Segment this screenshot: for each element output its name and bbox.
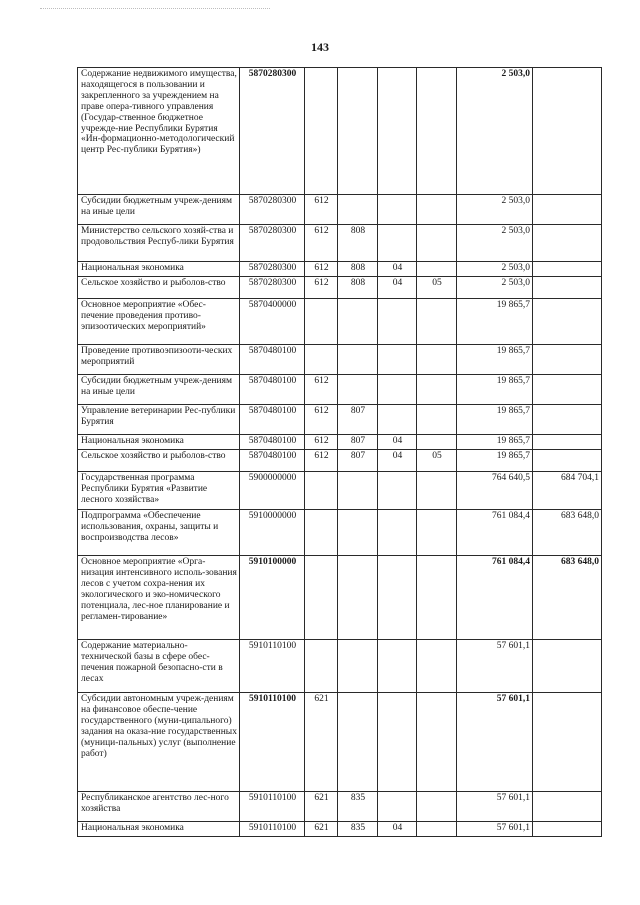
row-amount-2-cell: [533, 299, 602, 345]
table-row: [78, 640, 602, 693]
row-expense-type-cell: 621: [305, 792, 338, 822]
scan-edge-mark: [40, 8, 270, 10]
row-name-cell: Содержание материально-технической базы в сфере обес-печения пожарной безопасно-сти в лесах: [78, 640, 240, 693]
row-code-cell: 5870280300: [240, 68, 305, 195]
row-ministry-cell: 808: [338, 262, 378, 277]
row-code-cell: 5910100000: [240, 556, 305, 640]
row-code-cell: 5870280300: [240, 195, 305, 225]
row-amount-2-cell: [533, 195, 602, 225]
row-name-cell: Национальная экономика: [78, 262, 240, 277]
row-subsection-cell: [417, 640, 457, 693]
table-row: [78, 277, 602, 299]
row-expense-type-cell: [305, 640, 338, 693]
table-row: [78, 405, 602, 435]
row-amount-2-cell: [533, 375, 602, 405]
table-row: [78, 299, 602, 345]
table-row: [78, 375, 602, 405]
row-name-cell: Субсидии бюджетным учреж-дениям на иные цели: [78, 375, 240, 405]
row-amount-2-cell: [533, 435, 602, 450]
row-amount-2-cell: [533, 450, 602, 472]
row-section-cell: 04: [378, 822, 417, 837]
row-expense-type-cell: 612: [305, 450, 338, 472]
row-code-cell: 5910110100: [240, 792, 305, 822]
row-amount-2-cell: [533, 822, 602, 837]
row-section-cell: [378, 375, 417, 405]
row-ministry-cell: [338, 195, 378, 225]
row-amount-1-cell: 19 865,7: [457, 345, 533, 375]
row-ministry-cell: [338, 68, 378, 195]
row-amount-2-cell: [533, 225, 602, 262]
row-subsection-cell: [417, 693, 457, 792]
row-code-cell: 5870280300: [240, 277, 305, 299]
row-amount-2-cell: [533, 792, 602, 822]
row-ministry-cell: [338, 510, 378, 556]
row-code-cell: 5910110100: [240, 693, 305, 792]
row-amount-2-cell: [533, 277, 602, 299]
row-code-cell: 5870480100: [240, 450, 305, 472]
row-subsection-cell: [417, 472, 457, 510]
row-code-cell: 5910110100: [240, 640, 305, 693]
row-code-cell: 5870400000: [240, 299, 305, 345]
row-amount-1-cell: 2 503,0: [457, 225, 533, 262]
row-subsection-cell: [417, 792, 457, 822]
table-row: [78, 472, 602, 510]
row-amount-2-cell: [533, 68, 602, 195]
row-amount-2-cell: [533, 693, 602, 792]
row-expense-type-cell: [305, 472, 338, 510]
table-row: [78, 822, 602, 837]
row-amount-2-cell: [533, 405, 602, 435]
row-subsection-cell: [417, 375, 457, 405]
row-subsection-cell: [417, 435, 457, 450]
row-amount-1-cell: 761 084,4: [457, 510, 533, 556]
row-amount-2-cell: [533, 262, 602, 277]
row-code-cell: 5870280300: [240, 262, 305, 277]
row-expense-type-cell: 612: [305, 375, 338, 405]
table-row: [78, 195, 602, 225]
row-expense-type-cell: 621: [305, 822, 338, 837]
row-expense-type-cell: 612: [305, 225, 338, 262]
row-name-cell: Сельское хозяйство и рыболов-ство: [78, 450, 240, 472]
table-row: [78, 450, 602, 472]
row-amount-1-cell: 19 865,7: [457, 299, 533, 345]
table-row: [78, 68, 602, 195]
row-name-cell: Субсидии автономным учреж-дениям на финансовое обеспе-чение государственного (муни-ципального) задания на оказа-ние государственных (муници-пальных) услуг (выполнение работ): [78, 693, 240, 792]
budget-table: [77, 67, 602, 837]
row-section-cell: [378, 556, 417, 640]
row-amount-1-cell: 57 601,1: [457, 693, 533, 792]
row-name-cell: Министерство сельского хозяй-ства и продовольствия Респуб-лики Бурятия: [78, 225, 240, 262]
row-ministry-cell: 808: [338, 277, 378, 299]
row-section-cell: 04: [378, 277, 417, 299]
row-ministry-cell: [338, 693, 378, 792]
row-ministry-cell: 807: [338, 405, 378, 435]
table-row: [78, 792, 602, 822]
row-section-cell: [378, 405, 417, 435]
row-subsection-cell: [417, 822, 457, 837]
row-ministry-cell: [338, 299, 378, 345]
row-amount-1-cell: 19 865,7: [457, 375, 533, 405]
row-subsection-cell: 05: [417, 450, 457, 472]
row-expense-type-cell: [305, 299, 338, 345]
row-name-cell: Субсидии бюджетным учреж-дениям на иные цели: [78, 195, 240, 225]
row-expense-type-cell: 612: [305, 195, 338, 225]
row-amount-1-cell: 2 503,0: [457, 68, 533, 195]
table-row: [78, 435, 602, 450]
row-section-cell: [378, 472, 417, 510]
row-code-cell: 5910110100: [240, 822, 305, 837]
row-expense-type-cell: [305, 345, 338, 375]
row-code-cell: 5900000000: [240, 472, 305, 510]
row-name-cell: Управление ветеринарии Рес-публики Бурятия: [78, 405, 240, 435]
row-ministry-cell: [338, 472, 378, 510]
row-section-cell: [378, 345, 417, 375]
row-section-cell: 04: [378, 262, 417, 277]
row-ministry-cell: [338, 345, 378, 375]
row-section-cell: [378, 225, 417, 262]
row-name-cell: Содержание недвижимого имущества, находящегося в пользовании и закрепленного за учреждением на праве опера-тивного управления (Государ-ственное бюджетное учрежде-ние Республики Бурятия «Ин-формационно-методологический центр Рес-публики Бурятия»): [78, 68, 240, 195]
row-code-cell: 5870480100: [240, 375, 305, 405]
table-row: [78, 262, 602, 277]
row-subsection-cell: [417, 405, 457, 435]
row-amount-1-cell: 2 503,0: [457, 277, 533, 299]
row-section-cell: 04: [378, 435, 417, 450]
row-subsection-cell: [417, 556, 457, 640]
row-expense-type-cell: [305, 68, 338, 195]
row-subsection-cell: 05: [417, 277, 457, 299]
table-row: [78, 693, 602, 792]
row-amount-1-cell: 57 601,1: [457, 640, 533, 693]
row-section-cell: [378, 792, 417, 822]
table-row: [78, 225, 602, 262]
row-amount-1-cell: 2 503,0: [457, 262, 533, 277]
row-ministry-cell: 808: [338, 225, 378, 262]
row-subsection-cell: [417, 345, 457, 375]
page-number: 143: [311, 40, 329, 54]
row-expense-type-cell: 612: [305, 435, 338, 450]
row-name-cell: Национальная экономика: [78, 435, 240, 450]
row-expense-type-cell: 621: [305, 693, 338, 792]
row-amount-2-cell: 683 648,0: [533, 556, 602, 640]
row-section-cell: [378, 693, 417, 792]
row-amount-1-cell: 764 640,5: [457, 472, 533, 510]
row-amount-1-cell: 19 865,7: [457, 435, 533, 450]
row-name-cell: Основное мероприятие «Обес-печение проведения противо-эпизоотических мероприятий»: [78, 299, 240, 345]
row-expense-type-cell: 612: [305, 262, 338, 277]
row-amount-1-cell: 2 503,0: [457, 195, 533, 225]
row-name-cell: Сельское хозяйство и рыболов-ство: [78, 277, 240, 299]
row-name-cell: Национальная экономика: [78, 822, 240, 837]
row-name-cell: Основное мероприятие «Орга-низация интенсивного исполь-зования лесов с учетом сохра-нения их экологического и эко-номического потенциала, лес-ное планирование и регламен-тирование»: [78, 556, 240, 640]
row-expense-type-cell: 612: [305, 277, 338, 299]
row-code-cell: 5910000000: [240, 510, 305, 556]
row-code-cell: 5870280300: [240, 225, 305, 262]
row-section-cell: [378, 299, 417, 345]
row-name-cell: Республиканское агентство лес-ного хозяйства: [78, 792, 240, 822]
table-row: [78, 345, 602, 375]
row-ministry-cell: 807: [338, 450, 378, 472]
row-subsection-cell: [417, 225, 457, 262]
row-amount-1-cell: 19 865,7: [457, 450, 533, 472]
row-expense-type-cell: 612: [305, 405, 338, 435]
row-amount-1-cell: 57 601,1: [457, 822, 533, 837]
row-section-cell: [378, 68, 417, 195]
row-expense-type-cell: [305, 510, 338, 556]
row-code-cell: 5870480100: [240, 405, 305, 435]
row-expense-type-cell: [305, 556, 338, 640]
row-ministry-cell: 835: [338, 792, 378, 822]
table-row: [78, 556, 602, 640]
row-ministry-cell: [338, 375, 378, 405]
row-section-cell: [378, 510, 417, 556]
row-amount-1-cell: 57 601,1: [457, 792, 533, 822]
row-subsection-cell: [417, 68, 457, 195]
row-amount-1-cell: 761 084,4: [457, 556, 533, 640]
row-amount-2-cell: 683 648,0: [533, 510, 602, 556]
row-ministry-cell: [338, 556, 378, 640]
row-name-cell: Проведение противоэпизооти-ческих мероприятий: [78, 345, 240, 375]
row-section-cell: 04: [378, 450, 417, 472]
row-subsection-cell: [417, 195, 457, 225]
row-amount-2-cell: [533, 640, 602, 693]
row-ministry-cell: [338, 640, 378, 693]
row-subsection-cell: [417, 510, 457, 556]
row-section-cell: [378, 640, 417, 693]
row-name-cell: Государственная программа Республики Бурятия «Развитие лесного хозяйства»: [78, 472, 240, 510]
row-ministry-cell: 835: [338, 822, 378, 837]
row-code-cell: 5870480100: [240, 435, 305, 450]
row-code-cell: 5870480100: [240, 345, 305, 375]
row-amount-2-cell: [533, 345, 602, 375]
row-amount-2-cell: 684 704,1: [533, 472, 602, 510]
row-name-cell: Подпрограмма «Обеспечение использования, охраны, защиты и воспроизводства лесов»: [78, 510, 240, 556]
row-subsection-cell: [417, 299, 457, 345]
row-ministry-cell: 807: [338, 435, 378, 450]
row-subsection-cell: [417, 262, 457, 277]
row-section-cell: [378, 195, 417, 225]
table-row: [78, 510, 602, 556]
row-amount-1-cell: 19 865,7: [457, 405, 533, 435]
